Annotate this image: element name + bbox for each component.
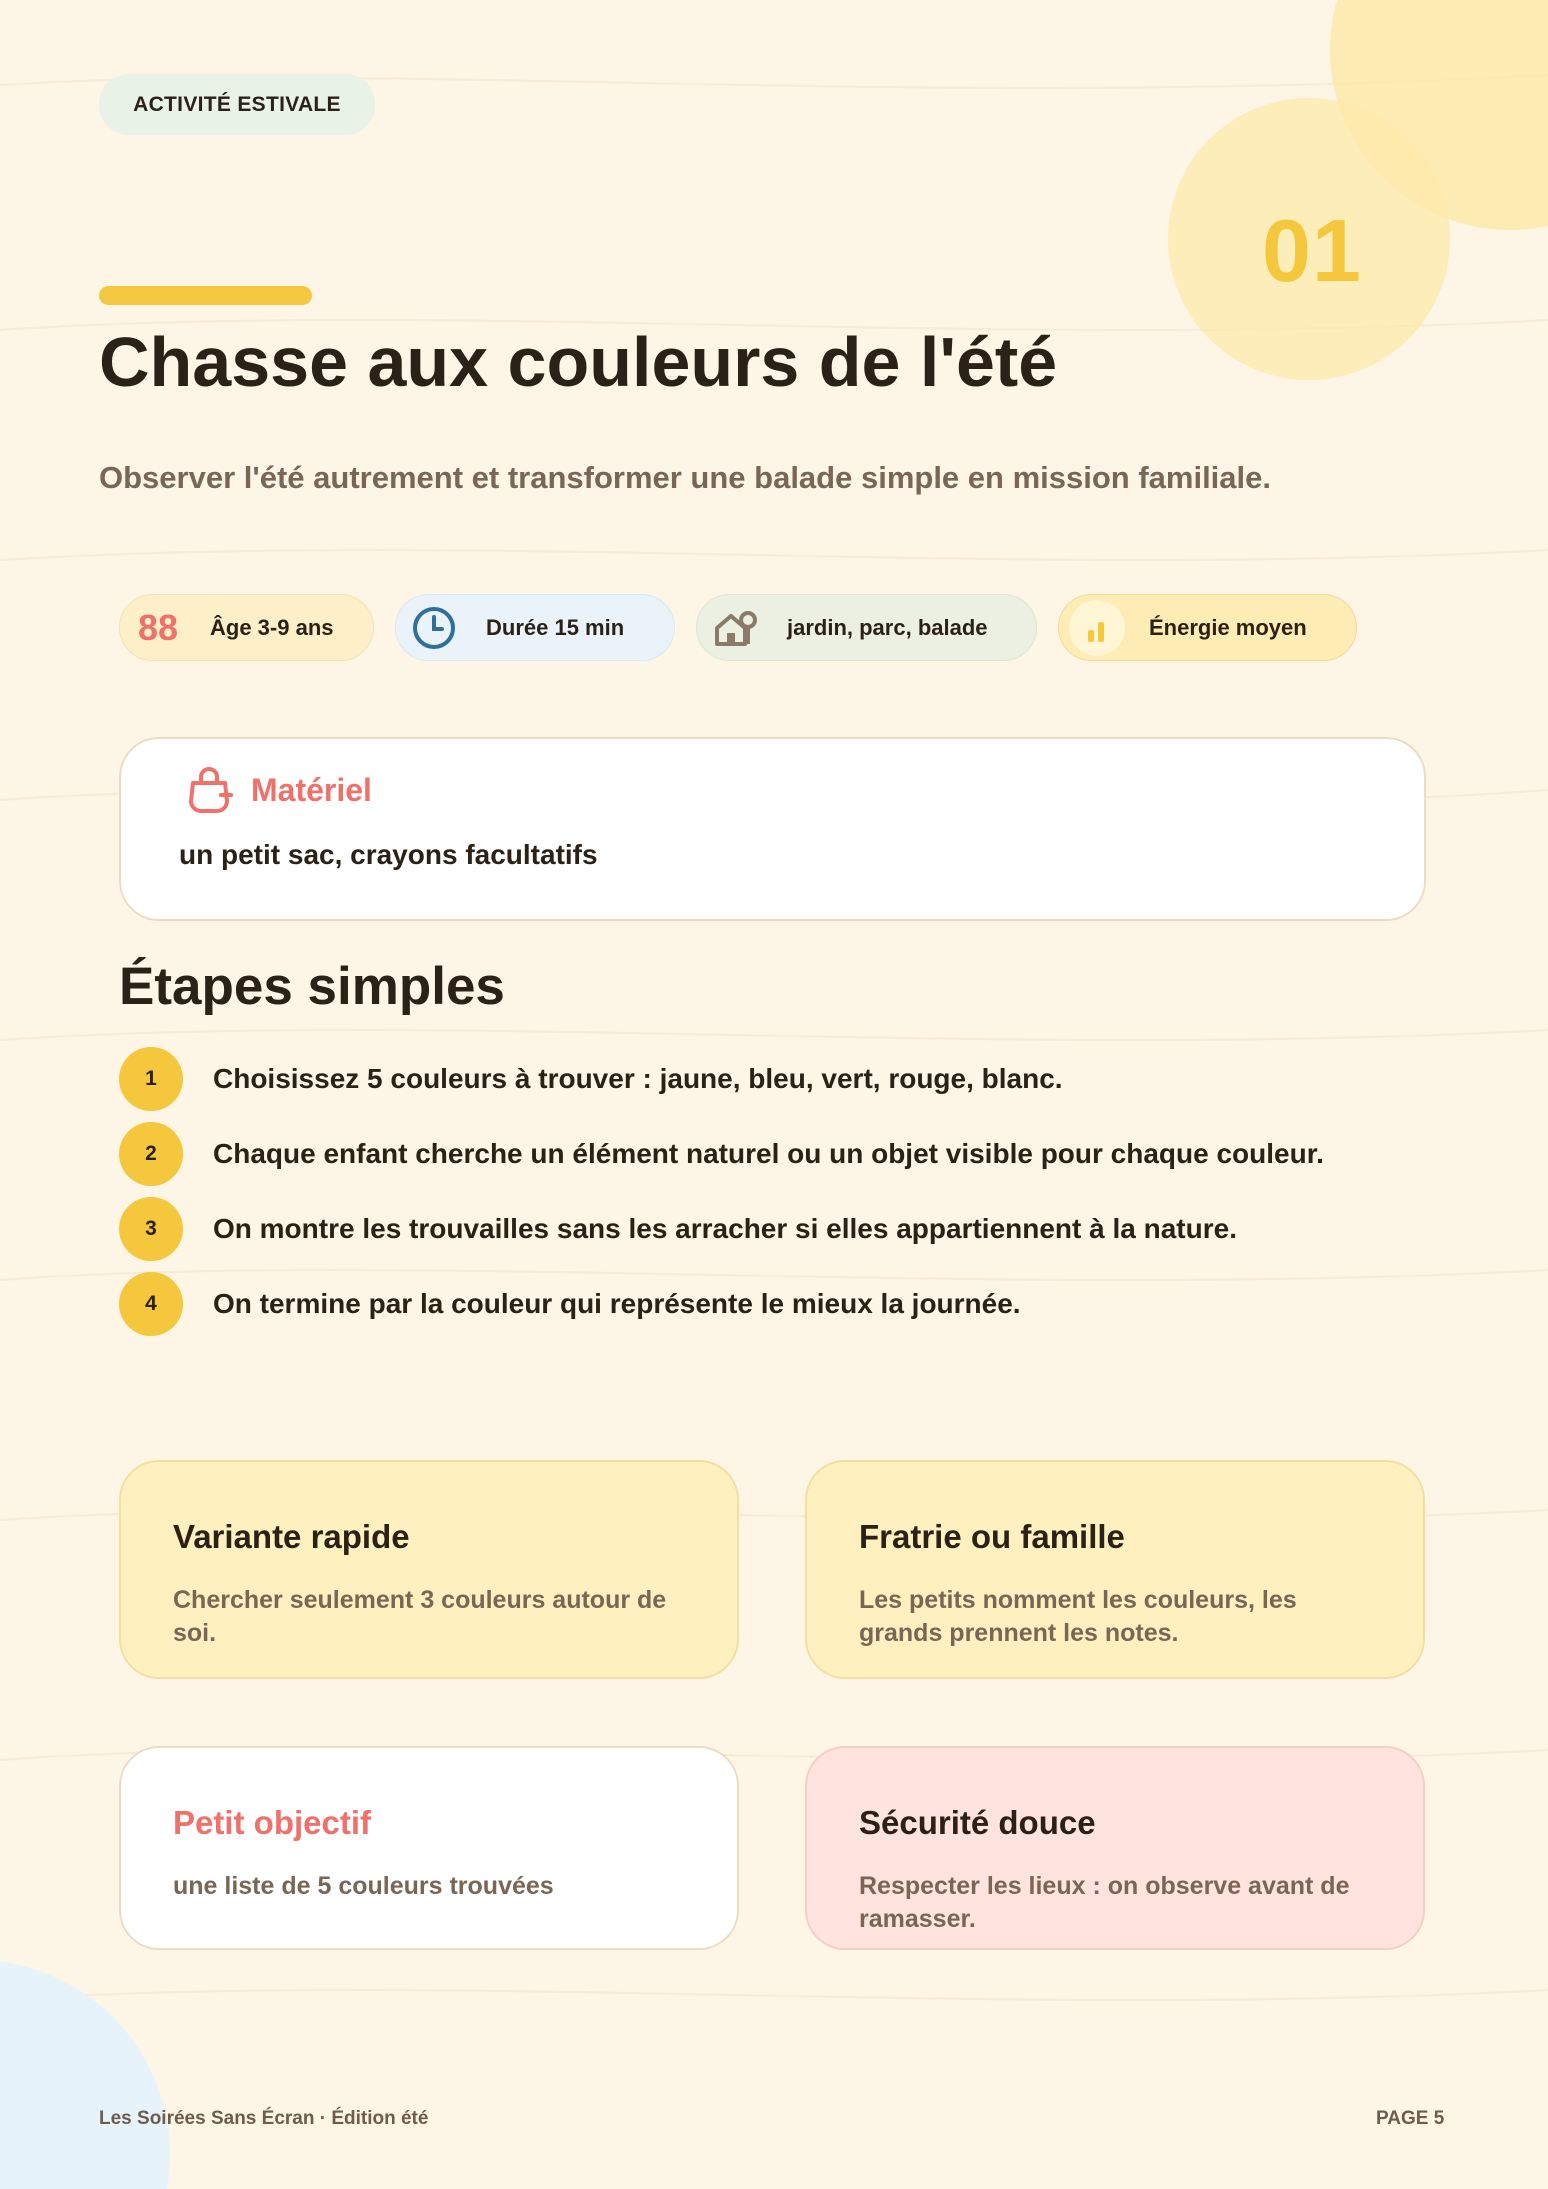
card-fratrie xyxy=(805,1460,1425,1679)
card-title: Fratrie ou famille xyxy=(859,1518,1125,1555)
footer-page-number: PAGE 5 xyxy=(1376,2108,1445,2129)
chip-place xyxy=(696,594,1037,661)
steps-title: Étapes simples xyxy=(119,957,505,1016)
svg-text:88: 88 xyxy=(137,607,179,648)
card-title: Variante rapide xyxy=(173,1518,410,1555)
card-text: une liste de 5 couleurs trouvées xyxy=(173,1872,554,1900)
page-title: Chasse aux couleurs de l'été xyxy=(99,323,1058,401)
activity-number: 01 xyxy=(1262,201,1362,300)
bag-icon xyxy=(185,765,233,815)
step-item xyxy=(119,1047,1324,1111)
materiel-header xyxy=(185,765,372,815)
step-number: 2 xyxy=(119,1122,183,1186)
step-item xyxy=(119,1122,1324,1186)
step-number: 4 xyxy=(119,1272,183,1336)
clock-icon xyxy=(406,600,462,656)
page-subtitle: Observer l'été autrement et transformer une balade simple en mission familiale. xyxy=(99,460,1272,495)
card-title: Sécurité douce xyxy=(859,1804,1096,1841)
materiel-title: Matériel xyxy=(251,771,372,808)
house-tree-icon xyxy=(707,600,763,656)
chip-energy xyxy=(1058,594,1357,661)
chip-age-label: Âge 3-9 ans xyxy=(210,614,334,640)
chip-place-label: jardin, parc, balade xyxy=(787,614,988,640)
materiel-card xyxy=(119,737,1426,921)
card-text: Respecter les lieux : on observe avant de ramasser. xyxy=(859,1872,1350,1933)
chip-energy-label: Énergie moyen xyxy=(1149,614,1307,640)
chip-duration xyxy=(395,594,675,661)
step-text: Choisissez 5 couleurs à trouver : jaune, bleu, vert, rouge, blanc. xyxy=(213,1063,1063,1094)
step-number: 1 xyxy=(119,1047,183,1111)
chip-age xyxy=(119,594,374,661)
title-accent-bar xyxy=(99,286,312,305)
step-number: 3 xyxy=(119,1197,183,1261)
step-text: On montre les trouvailles sans les arracher si elles appartiennent à la nature. xyxy=(213,1213,1237,1244)
card-title: Petit objectif xyxy=(173,1804,372,1841)
step-item xyxy=(119,1197,1324,1261)
steps-list xyxy=(119,1047,1324,1347)
info-chips xyxy=(119,594,1357,661)
step-text: Chaque enfant cherche un élément naturel ou un objet visible pour chaque couleur. xyxy=(213,1138,1324,1169)
footer-publication: Les Soirées Sans Écran · Édition été xyxy=(99,2108,429,2129)
card-petit-objectif xyxy=(119,1746,739,1950)
card-securite xyxy=(805,1746,1425,1950)
step-item xyxy=(119,1272,1324,1336)
chip-duration-label: Durée 15 min xyxy=(486,614,625,640)
category-tag: ACTIVITÉ ESTIVALE xyxy=(99,74,375,135)
card-text: Les petits nomment les couleurs, les grands prennent les notes. xyxy=(859,1586,1297,1647)
energy-bars-icon xyxy=(1069,600,1125,656)
card-variante-rapide xyxy=(119,1460,739,1679)
materiel-text: un petit sac, crayons facultatifs xyxy=(179,839,598,870)
card-text: Chercher seulement 3 couleurs autour de soi. xyxy=(173,1586,667,1647)
age-icon xyxy=(130,600,186,656)
step-text: On termine par la couleur qui représente le mieux la journée. xyxy=(213,1288,1021,1319)
